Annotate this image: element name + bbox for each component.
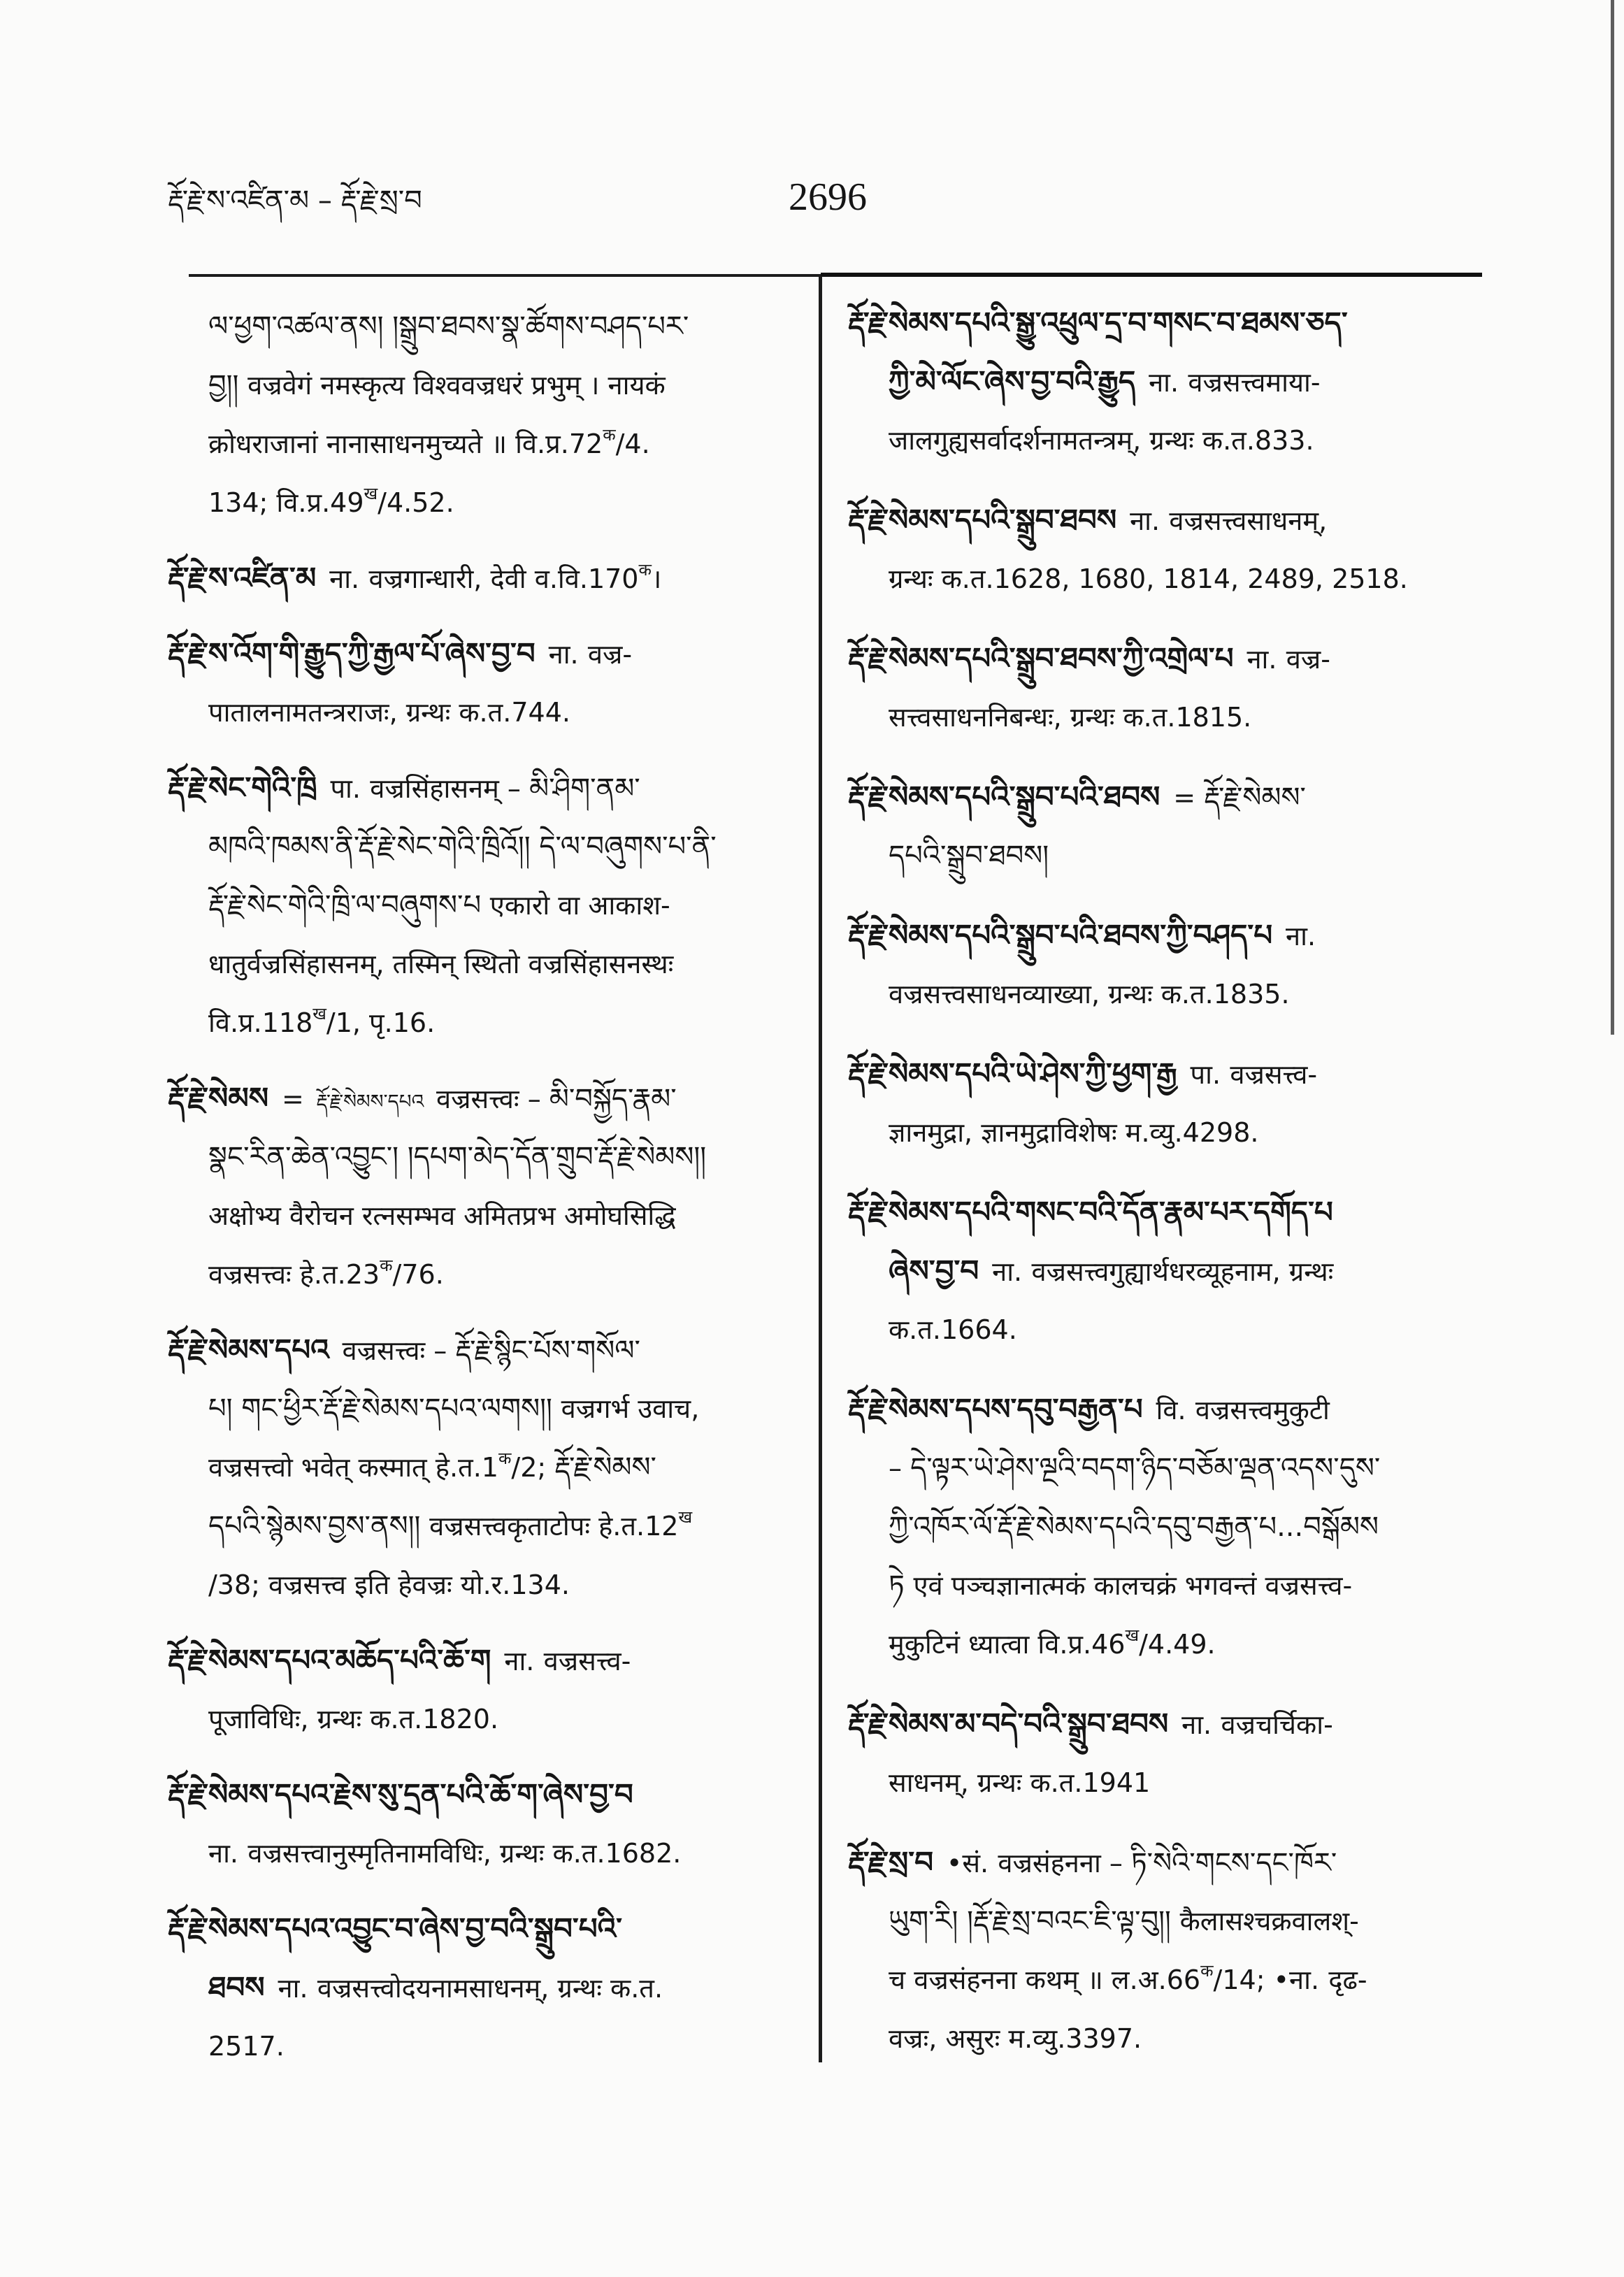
entry-line-text: [208, 1186, 676, 1246]
entry-line-text: [168, 1321, 640, 1381]
superscript-folio: ख: [1125, 1625, 1140, 1645]
dictionary-entry: [168, 1069, 791, 1304]
grammar-label: ना.: [208, 1838, 239, 1869]
tibetan-text: རྡོ་རྗེ་སེང་གེའི་ཁྲི་ལ་བཞུགས་པ: [208, 889, 490, 921]
headword: རྡོ་རྗེ་སེམས་དཔའ་མཆོད་པའི་ཆོ་ག: [168, 1643, 491, 1677]
entry-line: [889, 1892, 1528, 1951]
entry-line-text: [848, 1044, 1317, 1105]
entry-line-text: [889, 550, 1408, 609]
dictionary-entry: [848, 1695, 1528, 1812]
entry-line-text: [208, 1379, 699, 1439]
entry-line: [208, 297, 791, 356]
headword: རྡོ་རྗེ་སེང་གེའི་ཁྲི: [168, 770, 317, 805]
tibetan-text: མི་བསྐྱོད་རྣམ་: [549, 1083, 677, 1115]
headword: རྡོ་རྗེ་སེམས་དཔས་དབུ་བརྒྱན་པ: [848, 1392, 1143, 1426]
entry-line: [208, 1556, 791, 1614]
entry-line: [208, 2017, 791, 2076]
entry-line-text: [848, 906, 1325, 966]
entry-line: [848, 906, 1528, 965]
headword: རྡོ་རྗེ་སེམས་དཔའ་འབྱུང་བ་ཞེས་བྱ་བའི་སྒྲུབ་པའི་: [168, 1911, 622, 1946]
sanskrit-text: वज्रसत्त्व-: [1230, 1059, 1318, 1090]
entry-line: [168, 1899, 791, 1958]
entry-line-text: [848, 1183, 1346, 1243]
entry-line-text: [208, 817, 717, 877]
grammar-label: ना.: [992, 1256, 1023, 1287]
entry-line-text: [889, 411, 1314, 471]
dictionary-entry: [848, 1183, 1528, 1359]
dictionary-entry: [848, 491, 1528, 608]
tibetan-text: ཏེ: [889, 1570, 914, 1602]
dictionary-entry: [168, 624, 791, 742]
sanskrit-text: वज्रसत्त्वमुकुटी: [1195, 1395, 1330, 1425]
sanskrit-text: वज्र-: [587, 639, 633, 670]
sanskrit-text: वज्रसत्त्वसाधनव्याख्या, ग्रन्थः क.त.1835.: [889, 979, 1290, 1010]
entry-line: [208, 1245, 791, 1304]
entry-line-text: [889, 2009, 1142, 2069]
dictionary-entry: [168, 1631, 791, 1748]
entry-line: [848, 1183, 1528, 1242]
entry-line: [208, 876, 791, 935]
sanskrit-text: वज्रसत्त्वः हे.त.23: [208, 1259, 380, 1290]
entry-line-text: [168, 1069, 677, 1131]
entry-line: [848, 491, 1528, 550]
headword: རྡོ་རྗེ་ས་འཛིན་མ: [168, 561, 317, 595]
tibetan-text: སྣང་རིན་ཆེན་འབྱུང་། །དཔག་མེད་དོན་གྲུབ་རྡོ་རྗེ་སེམས།།: [208, 1141, 707, 1173]
grammar-label: वि.: [1156, 1395, 1186, 1425]
tibetan-text: དཔའི་སྒྲུབ་ཐབས།: [889, 840, 1049, 872]
entry-line: [889, 550, 1528, 608]
sanskrit-text: /4.: [615, 429, 650, 459]
dictionary-entry: [168, 549, 791, 608]
entry-line: [889, 1753, 1528, 1812]
entry-line-text: [889, 352, 1321, 412]
headword: ཀྱི་མེ་ལོང་ཞེས་བྱ་བའི་རྒྱུད: [889, 364, 1136, 398]
entry-line-text: [889, 1497, 1379, 1557]
tibetan-text: རྡོ་རྗེ་སེམས་: [1204, 782, 1306, 814]
sanskrit-text: /2;: [511, 1452, 555, 1483]
sanskrit-text: 134; वि.प्र.49: [208, 487, 364, 518]
sanskrit-text: वज्रसत्त्व-: [543, 1646, 631, 1676]
entry-line-text: [208, 1958, 663, 2018]
entry-line: [208, 817, 791, 876]
entry-line: [889, 1439, 1528, 1497]
grammar-label: ना.: [548, 639, 579, 670]
scan-edge-line: [1611, 0, 1614, 1035]
headword: རྡོ་རྗེ་སེམས་དཔའི་སྒྱུ་འཕྲུལ་དྲ་བ་གསང་བ་ཐམས་ཅད་: [848, 306, 1348, 340]
sanskrit-text: पूजाविधिः, ग्रन्थः क.त.1820.: [208, 1704, 499, 1734]
column-divider: [819, 276, 822, 2062]
dictionary-entry: [168, 759, 791, 1052]
sanskrit-text: कैलासश्चक्रवालश्-: [1179, 1906, 1359, 1937]
entry-line-text: [889, 1615, 1216, 1677]
entry-line: [889, 1556, 1528, 1615]
sanskrit-text: वज्र-: [1286, 644, 1330, 675]
tibetan-text: པ། གང་ཕྱིར་རྡོ་རྗེ་སེམས་དཔའ་ལགས།།: [208, 1393, 561, 1425]
entry-line: [208, 1690, 791, 1748]
headword: རྡོ་རྗེ་སེམས་མ་བདེ་བའི་སྒྲུབ་ཐབས: [848, 1707, 1169, 1741]
entry-line: [889, 411, 1528, 470]
running-head: རྡོ་རྗེ་ས་འཛིན་མ – རྡོ་རྗེ་སྲ་བ: [168, 185, 422, 217]
entry-line-text: [208, 993, 435, 1056]
headword: རྡོ་རྗེ་སེམས་དཔའི་ཡེ་ཤེས་ཀྱི་ཕྱག་རྒྱ: [848, 1056, 1177, 1091]
sanskrit-text: ग्रन्थः क.त.1628, 1680, 1814, 2489, 2518.: [889, 563, 1408, 594]
entry-line-text: [208, 1690, 498, 1749]
tibetan-text: དཔའི་སྙེམས་བྱས་ནས།།: [208, 1510, 430, 1542]
sanskrit-text: वज्रसत्त्वमाया-: [1188, 367, 1321, 398]
sanskrit-text: वज्रसत्त्वानुस्मृतिनामविधिः, ग्रन्थः क.त.1682.: [247, 1838, 682, 1869]
entry-line: [208, 1824, 791, 1883]
tibetan-text: རྡོ་རྗེ་སྙིང་པོས་གསོལ་: [455, 1335, 640, 1367]
entry-line: [848, 1833, 1528, 1892]
entry-line-text: [208, 876, 670, 935]
headword: རྡོ་རྗེ་སེམས་དཔའི་སྒྲུབ་པའི་ཐབས་ཀྱི་བཤད་པ: [848, 918, 1273, 952]
grammar-label: ना.: [504, 1646, 535, 1676]
grammar-label: ना.: [1149, 367, 1179, 398]
sanskrit-text: वि.प्र.118: [208, 1007, 313, 1038]
entry-line: [208, 356, 791, 415]
tibetan-text: ཀྱི་འཁོར་ལོ་རྡོ་རྗེ་སེམས་དཔའི་དབུ་བརྒྱན་པ...བསྒོམས: [889, 1511, 1379, 1543]
sanskrit-text: =: [1173, 782, 1205, 813]
entry-line-text: [889, 688, 1251, 747]
entry-line-text: [208, 473, 454, 536]
sanskrit-text: /14;: [1213, 1964, 1274, 1995]
page-number: 2696: [789, 175, 867, 219]
cross-reference: རྡོ་རྗེ་སེམས་དཔའ: [316, 1090, 424, 1113]
header-rule-left: [189, 274, 821, 277]
entry-line-text: [208, 1497, 692, 1559]
entry-line-text: [208, 935, 673, 994]
sanskrit-text: –: [889, 1453, 911, 1484]
sanskrit-text: वज्रसत्त्वकृताटोपः हे.त.12: [429, 1511, 679, 1542]
grammar-label: •सं.: [946, 1848, 989, 1879]
continued-entry: [168, 297, 791, 532]
headword: རྡོ་རྗེ་སེམས: [168, 1081, 269, 1115]
headword: རྡོ་རྗེ་སེམས་དཔའ་རྗེས་སུ་དྲན་པའི་ཆོ་ག་ཞེས་བྱ་བ: [168, 1777, 633, 1811]
dictionary-entry: [848, 294, 1528, 470]
entry-line: [208, 1438, 791, 1497]
entry-line-text: [848, 768, 1306, 828]
sanskrit-text: ज्ञानमुद्रा, ज्ञानमुद्राविशेषः म.व्यु.4298.: [889, 1117, 1259, 1148]
grammar-label: पा.: [330, 773, 361, 804]
sanskrit-text: वज्रसंहनना –: [998, 1848, 1131, 1879]
headword: རྡོ་རྗེ་སེམས་དཔའ: [168, 1333, 329, 1367]
dictionary-entry: [848, 1833, 1528, 2068]
entry-line-text: [168, 1765, 647, 1825]
sanskrit-text: दृढ-: [1328, 1964, 1367, 1995]
tibetan-text: མཁའི་ཁམས་ནི་རྡོ་རྗེ་སེང་གེའི་ཁྲིའོ།། དེ་ལ་བཞུགས་པ་ནི་: [208, 831, 717, 863]
entry-line: [889, 688, 1528, 747]
headword: རྡོ་རྗེ་སེམས་དཔའི་སྒྲུབ་པའི་ཐབས: [848, 780, 1160, 814]
superscript-folio: क: [603, 425, 616, 445]
sanskrit-text: जालगुह्यसर्वादर्शनामतन्त्रम्, ग्रन्थः क.त.833.: [889, 425, 1314, 456]
entry-line-text: [889, 1103, 1258, 1163]
entry-line-text: [889, 826, 1049, 886]
superscript-folio: क: [498, 1449, 512, 1468]
right-column: [848, 294, 1528, 2068]
entry-line: [208, 1128, 791, 1186]
dictionary-entry: [848, 629, 1528, 747]
entry-line: [848, 1380, 1528, 1439]
entry-line-text: [168, 1631, 631, 1691]
sanskrit-text: वज्रवेगं नमस्कृत्य विश्ववज्रधरं प्रभुम् । नायकं: [247, 370, 666, 401]
tibetan-text: ཏི་སེའི་གངས་དང་ཁོར་: [1130, 1847, 1337, 1879]
entry-line: [208, 1958, 791, 2017]
tibetan-text: རྡོ་རྗེ་སེམས་: [554, 1451, 656, 1484]
sanskrit-text: 2517.: [208, 2031, 285, 2062]
entry-line: [168, 1765, 791, 1824]
entry-line-text: [168, 549, 661, 612]
superscript-folio: क: [380, 1256, 393, 1275]
sanskrit-text: मुकुटिनं ध्यात्वा वि.प्र.46: [889, 1629, 1126, 1660]
sanskrit-text: पातालनामतन्त्रराजः, ग्रन्थः क.त.744.: [208, 697, 570, 728]
sanskrit-text: वज्रसत्त्वोदयनामसाधनम्, ग्रन्थः क.त.: [317, 1973, 663, 2004]
entry-line-text: [848, 491, 1327, 551]
entry-line: [889, 1497, 1528, 1556]
sanskrit-text: साधनम्, ग्रन्थः क.त.1941: [889, 1767, 1151, 1798]
dictionary-entry: [848, 768, 1528, 885]
dictionary-entry: [168, 1765, 791, 1883]
entry-line: [168, 624, 791, 683]
sanskrit-text: वज्रसत्त्वगुह्यार्थधरव्यूहनाम, ग्रन्थः: [1031, 1256, 1334, 1287]
tibetan-text: བྱ།།: [208, 369, 248, 401]
dictionary-entry: [168, 1899, 791, 2076]
entry-line: [889, 1242, 1528, 1300]
superscript-folio: ख: [364, 484, 378, 503]
sanskrit-text: वज्रसिंहासनम् –: [370, 773, 530, 804]
entry-line-text: [848, 294, 1361, 354]
sanskrit-text: वज्रसत्त्वसाधनम्,: [1169, 505, 1328, 536]
entry-line: [889, 2009, 1528, 2068]
entry-line-text: [889, 1892, 1359, 1951]
headword: ཞེས་བྱ་བ: [889, 1254, 979, 1288]
entry-line: [208, 683, 791, 742]
entry-line: [848, 1695, 1528, 1753]
sanskrit-text: वज्रगर्भ उवाच,: [561, 1393, 700, 1424]
headword: རྡོ་རྗེ་སེམས་དཔའི་སྒྲུབ་ཐབས་ཀྱི་འགྲེལ་པ: [848, 641, 1234, 675]
entry-line-text: [208, 1824, 681, 1883]
sanskrit-text: =: [282, 1084, 312, 1114]
grammar-label: ना.: [1181, 1709, 1212, 1740]
sanskrit-text: क.त.1664.: [889, 1314, 1017, 1345]
entry-line: [889, 1951, 1528, 2009]
entry-line: [889, 352, 1528, 411]
entry-line-text: [168, 759, 640, 819]
entry-line: [848, 768, 1528, 826]
sanskrit-text: वज्रचर्चिका-: [1221, 1709, 1333, 1740]
entry-line: [168, 549, 791, 608]
grammar-label: पा.: [1190, 1059, 1221, 1090]
headword: ཐབས: [208, 1970, 265, 2004]
entry-line: [889, 1300, 1528, 1359]
tibetan-text: ཡུག་རི། །རྡོ་རྗེ་སྲ་བའང་ཇི་ལྟ་བུ།།: [889, 1905, 1180, 1937]
entry-line: [889, 1103, 1528, 1162]
entry-line: [889, 1615, 1528, 1674]
entry-line-text: [208, 1245, 444, 1307]
header-rule-right: [821, 273, 1482, 277]
sanskrit-text: ।: [651, 563, 662, 594]
sanskrit-text: /38; वज्रसत्त्व इति हेवज्रः यो.र.134.: [208, 1570, 570, 1600]
grammar-label: ना.: [1286, 921, 1316, 951]
entry-line: [168, 1321, 791, 1379]
headword: རྡོ་རྗེ་སྲ་བ: [848, 1845, 934, 1879]
entry-line-text: [889, 1300, 1017, 1360]
entry-line-text: [208, 297, 689, 357]
entry-line-text: [889, 1439, 1380, 1498]
sanskrit-text: वज्रगान्धारी, देवी व.वि.170: [368, 563, 639, 594]
entry-line: [168, 759, 791, 817]
sanskrit-text: /4.52.: [378, 487, 454, 518]
headword: རྡོ་རྗེ་སེམས་དཔའི་སྒྲུབ་ཐབས: [848, 503, 1117, 537]
entry-line-text: [848, 629, 1330, 689]
sanskrit-text: /76.: [392, 1259, 444, 1290]
sanskrit-text: सत्त्वसाधननिबन्धः, ग्रन्थः क.त.1815.: [889, 702, 1252, 733]
tibetan-text: མི་ཤིག་ནམ་: [529, 773, 640, 805]
sanskrit-text: वज्रसत्त्वः –: [427, 1084, 549, 1114]
dictionary-entry: [848, 1380, 1528, 1674]
entry-line: [208, 1379, 791, 1438]
entry-line: [848, 294, 1528, 352]
entry-line: [208, 935, 791, 993]
entry-line: [208, 415, 791, 473]
entry-line: [208, 1497, 791, 1556]
entry-line-text: [208, 2017, 285, 2076]
superscript-folio: ख: [312, 1004, 326, 1023]
entry-line: [208, 1186, 791, 1245]
entry-line-text: [848, 1833, 1337, 1893]
entry-line-text: [208, 356, 666, 415]
entry-line-text: [889, 1951, 1367, 2013]
left-column: [168, 297, 791, 2076]
superscript-folio: क: [1200, 1961, 1214, 1981]
entry-line: [889, 826, 1528, 885]
entry-line: [208, 473, 791, 532]
headword: རྡོ་རྗེ་ས་འོག་གི་རྒྱུད་ཀྱི་རྒྱལ་པོ་ཞེས་བྱ་བ: [168, 636, 536, 670]
sanskrit-text: एकारो वा आकाश-: [489, 890, 670, 921]
entry-line-text: [208, 415, 650, 477]
entry-line-text: [848, 1695, 1333, 1755]
entry-line: [848, 1044, 1528, 1103]
superscript-folio: क: [638, 560, 652, 580]
headword: རྡོ་རྗེ་སེམས་དཔའི་གསང་བའི་དོན་རྣམ་པར་དགོད་པ: [848, 1195, 1333, 1229]
grammar-label: ना.: [1246, 644, 1277, 675]
entry-line: [889, 965, 1528, 1023]
entry-line: [168, 1631, 791, 1690]
entry-line-text: [889, 965, 1290, 1024]
sanskrit-text: /4.49.: [1139, 1629, 1216, 1660]
sanskrit-text: वज्रसत्त्वो भवेत् कस्मात् हे.त.1: [208, 1452, 498, 1483]
sanskrit-text: क्रोधराजानां नानासाधनमुच्यते ॥ वि.प्र.72: [208, 429, 603, 459]
dictionary-entry: [168, 1321, 791, 1614]
entry-line-text: [889, 1242, 1333, 1302]
entry-line: [168, 1069, 791, 1128]
entry-line-text: [208, 683, 570, 742]
entry-line-text: [208, 1128, 706, 1187]
grammar-label: ना.: [329, 563, 360, 594]
sanskrit-text: वज्रसत्त्वः –: [342, 1335, 456, 1366]
sanskrit-text: वज्रः, असुरः म.व्यु.3397.: [889, 2023, 1142, 2054]
grammar-label: •ना.: [1273, 1964, 1320, 1995]
sanskrit-text: एवं पञ्चज्ञानात्मकं कालचक्रं भगवन्तं वज्रसत्त्व-: [913, 1570, 1353, 1601]
sanskrit-text: धातुर्वज्रसिंहासनम्, तस्मिन् स्थितो वज्रसिंहासनस्थः: [208, 949, 674, 979]
grammar-label: ना.: [278, 1973, 308, 2004]
sanskrit-text: च वज्रसंहनना कथम् ॥ ल.अ.66: [889, 1964, 1201, 1995]
grammar-label: ना.: [1130, 505, 1160, 536]
sanskrit-text: /1, पृ.16.: [326, 1007, 436, 1038]
dictionary-entry: [848, 906, 1528, 1023]
entry-line-text: [168, 1899, 635, 1960]
superscript-folio: ख: [678, 1507, 693, 1527]
entry-line: [848, 629, 1528, 688]
entry-line-text: [889, 1753, 1150, 1813]
entry-line-text: [208, 1556, 570, 1615]
tibetan-text: ལ་ཕྱག་འཚལ་ནས། །སྒྲུབ་ཐབས་སྣ་ཚོགས་བཤད་པར་: [208, 310, 689, 343]
entry-line-text: [208, 1438, 656, 1500]
entry-line-text: [848, 1380, 1330, 1440]
dictionary-entry: [848, 1044, 1528, 1162]
sanskrit-text: अक्षोभ्य वैरोचन रत्नसम्भव अमितप्रभ अमोघसिद्धि: [208, 1200, 676, 1231]
tibetan-text: དེ་ལྟར་ཡེ་ཤེས་ལྔའི་བདག་ཉིད་བཅོམ་ལྡན་འདས་དུས་: [910, 1452, 1381, 1484]
entry-line-text: [889, 1556, 1352, 1616]
entry-line-text: [168, 624, 632, 684]
entry-line: [208, 993, 791, 1052]
